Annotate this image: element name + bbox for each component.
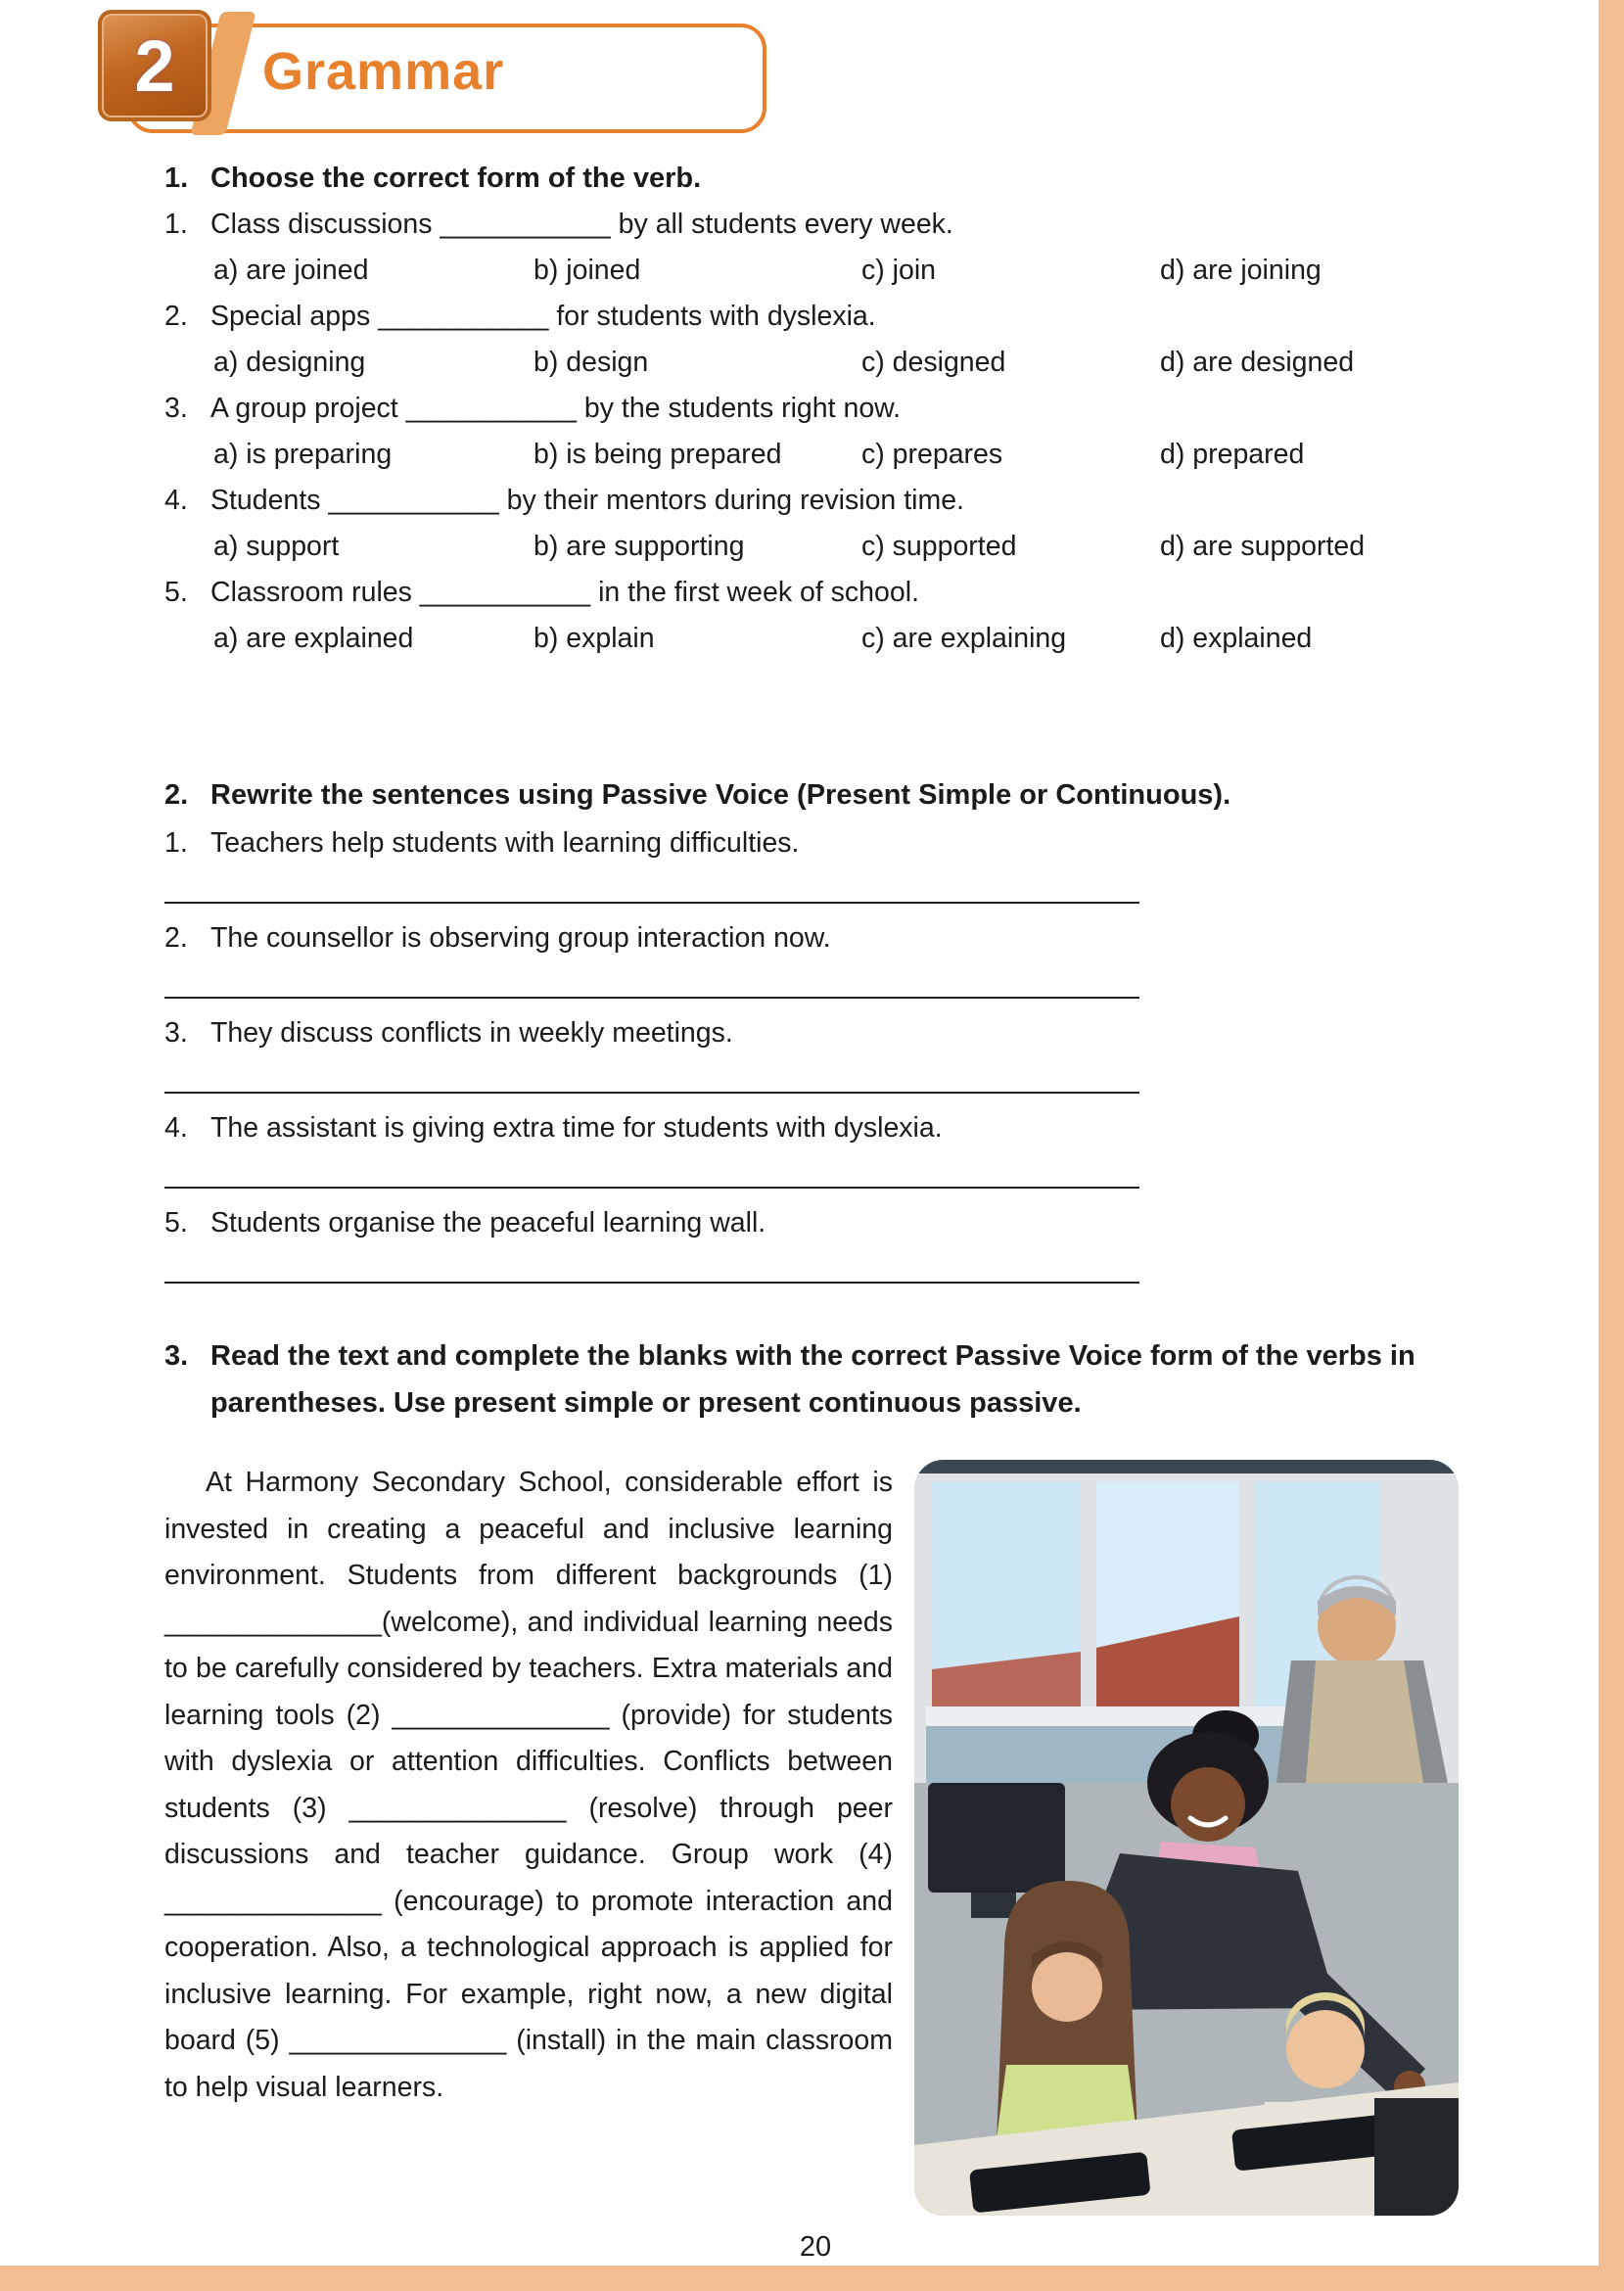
answer-line (164, 1056, 1139, 1094)
exercise-3-body (164, 1460, 1466, 2216)
option-b: b) joined (534, 255, 641, 286)
section-number: 2 (134, 24, 175, 107)
exercise-number: 3. (164, 1340, 189, 1372)
sentence-number: 3. (164, 1017, 188, 1049)
content-column (164, 155, 1466, 2264)
page-edge-right (1599, 0, 1624, 2291)
question-2-options (164, 340, 1466, 386)
question-5-options (164, 616, 1466, 662)
option-c: c) designed (861, 347, 1006, 378)
question-number: 4. (164, 485, 188, 516)
question-3-options (164, 432, 1466, 478)
classroom-photo-illustration (914, 1460, 1459, 2216)
question-text: Class discussions ___________ by all students every week. (210, 209, 953, 240)
sentence-1 (164, 820, 1466, 866)
sentence-number: 5. (164, 1207, 188, 1239)
question-2 (164, 294, 1466, 340)
answer-line (164, 866, 1139, 904)
page-edge-bottom (0, 2266, 1624, 2291)
exercise-1 (164, 155, 1466, 662)
sentence-2 (164, 915, 1466, 961)
option-c: c) are explaining (861, 623, 1067, 654)
exercise-title-text: Choose the correct form of the verb. (210, 163, 702, 194)
question-5 (164, 570, 1466, 616)
question-text: A group project ___________ by the students right now. (210, 393, 902, 424)
page-number: 20 (799, 2231, 832, 2263)
exercise-number: 2. (164, 779, 189, 811)
answer-line (164, 1151, 1139, 1189)
sentence-number: 1. (164, 827, 188, 859)
sentence-3 (164, 1010, 1466, 1056)
question-4 (164, 478, 1466, 524)
question-text: Special apps ___________ for students with dyslexia. (210, 301, 876, 332)
option-b: b) is being prepared (534, 439, 782, 470)
question-number: 2. (164, 301, 188, 332)
answer-line (164, 1246, 1139, 1284)
option-d: d) are joining (1160, 255, 1322, 286)
exercise-2-title (164, 771, 1466, 818)
exercise-2 (164, 771, 1466, 1284)
option-b: b) explain (534, 623, 655, 654)
question-4-options (164, 524, 1466, 570)
option-a: a) support (213, 531, 340, 562)
sentence-4 (164, 1105, 1466, 1151)
sentence-text: The counsellor is observing group interaction now. (210, 922, 831, 954)
sentence-5 (164, 1200, 1466, 1246)
exercise-number: 1. (164, 163, 189, 194)
question-number: 5. (164, 577, 188, 608)
gap-fill-paragraph: At Harmony Secondary School, considerable effort is invested in creating a peaceful and inclusive learning environment. Students from different backgrounds (1) ______________(welcome), and individual learning needs to be carefully considered by teachers. Extra materials and learning tools (2) ______________ (provide) for students with dyslexia or attention difficulties. Conflicts between students (3) ______________ (resolve) through peer discussions and teacher guidance. Group work (4) ______________ (encourage) to promote interaction and cooperation. Also, a technological approach is applied for inclusive learning. For example, right now, a new digital board (5) ______________ (install) in the main classroom to help visual learners. (164, 1467, 893, 2103)
page-title: Grammar (262, 42, 505, 101)
exercise-3-title (164, 1333, 1466, 1426)
option-c: c) prepares (861, 439, 1003, 470)
classroom-photo (914, 1460, 1459, 2216)
option-b: b) are supporting (534, 531, 745, 562)
question-3 (164, 386, 1466, 432)
exercise-title-text: Read the text and complete the blanks with the correct Passive Voice form of the verbs in parentheses. Use present simple or present continuous passive. (210, 1340, 1415, 1419)
question-1-options (164, 248, 1466, 294)
sentence-text: They discuss conflicts in weekly meetings. (210, 1017, 733, 1049)
option-a: a) are explained (213, 623, 414, 654)
question-text: Classroom rules ___________ in the first week of school. (210, 577, 919, 608)
question-number: 3. (164, 393, 188, 424)
option-d: d) prepared (1160, 439, 1305, 470)
sentence-number: 2. (164, 922, 188, 954)
sentence-text: The assistant is giving extra time for students with dyslexia. (210, 1112, 943, 1144)
exercise-1-title (164, 155, 1466, 202)
option-a: a) are joined (213, 255, 369, 286)
sentence-text: Students organise the peaceful learning wall. (210, 1207, 766, 1239)
option-b: b) design (534, 347, 649, 378)
option-d: d) are designed (1160, 347, 1355, 378)
option-d: d) explained (1160, 623, 1313, 654)
option-a: a) designing (213, 347, 366, 378)
sentence-number: 4. (164, 1112, 188, 1144)
option-c: c) join (861, 255, 937, 286)
question-text: Students ___________ by their mentors during revision time. (210, 485, 964, 516)
sentence-text: Teachers help students with learning difficulties. (210, 827, 800, 859)
question-1 (164, 202, 1466, 248)
exercise-3 (164, 1333, 1466, 2264)
question-number: 1. (164, 209, 188, 240)
option-a: a) is preparing (213, 439, 393, 470)
option-d: d) are supported (1160, 531, 1366, 562)
exercise-title-text: Rewrite the sentences using Passive Voice (Present Simple or Continuous). (210, 779, 1231, 811)
option-c: c) supported (861, 531, 1017, 562)
answer-line (164, 961, 1139, 999)
section-header (98, 10, 803, 143)
section-number-badge (98, 10, 211, 121)
